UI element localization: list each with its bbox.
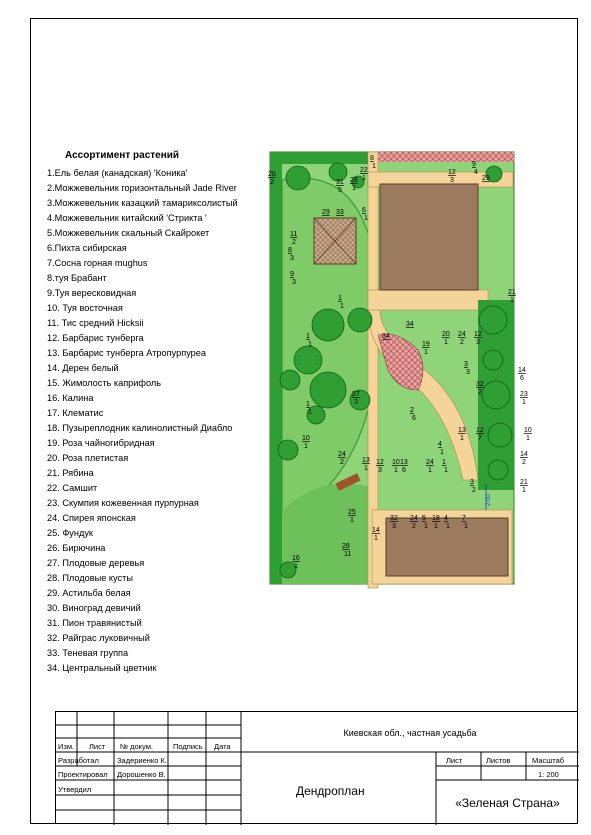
- legend-item: 9.Туя вересковидная: [47, 288, 137, 298]
- plant-count: 2: [472, 487, 476, 494]
- scale-value: 1: 200: [538, 770, 559, 779]
- dendroplan-drawing: [268, 150, 532, 586]
- legend-item: 18. Пузыреплодник калинолистный Диабло: [47, 423, 233, 433]
- plant-number: 19: [422, 341, 430, 348]
- plant-count: 1: [340, 303, 344, 310]
- project-address: Киевская обл., частная усадьба: [343, 728, 477, 738]
- name-developer: Задериенко К.: [117, 756, 167, 765]
- plant-number: 10: [524, 427, 532, 434]
- plant-count: 3: [392, 523, 396, 530]
- main-house: [380, 184, 478, 290]
- plant-count: 1: [446, 523, 450, 530]
- legend-item: 32. Райграс луковичный: [47, 633, 150, 643]
- tree-icon: [310, 372, 346, 408]
- legend-item: 15. Жимолость каприфоль: [47, 378, 162, 388]
- plant-number: 1: [338, 295, 342, 302]
- plant-number: 13: [458, 427, 466, 434]
- legend-list: [47, 166, 277, 676]
- plant-number: 13: [400, 459, 408, 466]
- legend-item: 29. Астильба белая: [47, 588, 131, 598]
- legend-item: 10. Туя восточная: [47, 303, 123, 313]
- plant-number: 10: [302, 435, 310, 442]
- plant-count: 1: [522, 399, 526, 406]
- plant-count: 3: [476, 339, 480, 346]
- tree-icon: [312, 309, 344, 341]
- plant-count: 1: [440, 449, 444, 456]
- legend-item: 3.Можжевельник казацкий тамариксолистый: [47, 198, 238, 208]
- plant-label: [382, 333, 390, 340]
- plant-count: 2: [292, 239, 296, 246]
- legend-item: 4.Можжевельник китайский 'Стрикта ': [47, 213, 207, 223]
- plant-number: 24: [410, 515, 418, 522]
- plant-count: 1: [434, 523, 438, 530]
- plant-label: [336, 209, 344, 216]
- plant-number: 28: [350, 177, 358, 184]
- legend-item: 31. Пион травянистый: [47, 618, 142, 628]
- plant-number: 12: [448, 169, 456, 176]
- legend-item: 14. Дерен белый: [47, 363, 119, 373]
- plant-number: 22: [360, 167, 368, 174]
- legend-title: Ассортимент растений: [65, 150, 180, 161]
- plant-count: 1: [464, 523, 468, 530]
- legend-item: 11. Тис средний Hicksii: [47, 318, 144, 328]
- plant-label: [482, 175, 490, 182]
- plant-number: 24: [426, 459, 434, 466]
- plant-number: 26: [268, 171, 276, 178]
- legend-item: 27. Плодовые деревья: [47, 558, 145, 568]
- legend-item: 21. Рябина: [47, 468, 94, 478]
- plant-count: 7: [478, 435, 482, 442]
- plant-count: 1: [424, 349, 428, 356]
- plant-number: 9: [472, 161, 476, 168]
- plant-number: 12: [476, 427, 484, 434]
- plant-number: 20: [442, 331, 450, 338]
- plant-count: 5: [338, 187, 342, 194]
- plant-count: 11: [344, 551, 352, 558]
- plant-count: 2: [340, 459, 344, 466]
- plant-number: 18: [432, 515, 440, 522]
- plant-count: 3: [378, 467, 382, 474]
- tree-icon: [280, 370, 300, 390]
- top-brick-border: [370, 152, 514, 162]
- role-developer: Разработал: [58, 756, 99, 765]
- tree-icon: [482, 381, 510, 409]
- plant-number: 31: [336, 179, 344, 186]
- plant-count: 2: [522, 459, 526, 466]
- plant-legend: [47, 150, 277, 676]
- plant-count: 6: [520, 375, 524, 382]
- plant-number: 32: [390, 515, 398, 522]
- sheet-lists: Листов: [486, 756, 511, 765]
- plant-count: 1: [374, 535, 378, 542]
- legend-item: 24. Спирея японская: [47, 513, 136, 523]
- tree-icon: [286, 166, 310, 190]
- plant-number: 33: [336, 209, 344, 216]
- plant-number: 23: [520, 391, 528, 398]
- name-designer: Дорошенко В.: [117, 770, 166, 779]
- plant-number: 21: [520, 479, 528, 486]
- legend-item: 20. Роза плетистая: [47, 453, 129, 463]
- plant-number: 21: [508, 289, 516, 296]
- top-hedge: [270, 152, 370, 164]
- plant-count: 2: [460, 339, 464, 346]
- legend-item: 5.Можжевельник скальный Скайрокет: [47, 228, 210, 238]
- plant-number: 27: [352, 391, 360, 398]
- plant-number: 14: [372, 527, 380, 534]
- plant-count: 1: [522, 487, 526, 494]
- path-band: [368, 290, 488, 310]
- plant-number: 4: [444, 515, 448, 522]
- plant-count: 3: [292, 279, 296, 286]
- plant-count: 1: [308, 409, 312, 416]
- legend-item: 33. Теневая группа: [47, 648, 129, 658]
- plant-number: 34: [406, 321, 414, 328]
- plant-number: 11: [290, 231, 298, 238]
- legend-item: 23. Скумпия кожевенная пурпурная: [47, 498, 199, 508]
- plant-count: 1: [372, 163, 376, 170]
- plant-number: 1: [442, 459, 446, 466]
- plant-number: 12: [376, 459, 384, 466]
- plant-number: 24: [338, 451, 346, 458]
- plant-count: 1: [428, 467, 432, 474]
- sheet-list: Лист: [446, 756, 463, 765]
- left-hedge: [270, 152, 282, 584]
- plant-number: 3: [464, 361, 468, 368]
- plant-number: 29: [482, 175, 490, 182]
- plant-label: [322, 209, 330, 216]
- plant-count: 1: [444, 339, 448, 346]
- plant-number: 9: [290, 271, 294, 278]
- tree-icon: [294, 346, 322, 374]
- legend-item: 2.Можжевельник горизонтальный Jade River: [47, 183, 237, 193]
- legend-item: 25. Фундук: [47, 528, 93, 538]
- plant-number: 1: [306, 401, 310, 408]
- legend-item: 17. Клематис: [47, 408, 104, 418]
- legend-item: 13. Барбарис тунберга Атропурпуреа: [47, 348, 207, 358]
- plant-number: 16: [292, 555, 300, 562]
- plant-number: 12: [474, 331, 482, 338]
- plant-number: 1: [306, 333, 310, 340]
- tree-icon: [488, 460, 508, 480]
- plant-count: 1: [352, 185, 356, 192]
- company-name: «Зеленая Страна»: [455, 796, 560, 810]
- plant-label: [508, 289, 516, 304]
- plant-number: 32: [476, 381, 484, 388]
- plant-count: 2: [478, 389, 482, 396]
- plant-count: 1: [364, 465, 368, 472]
- legend-item: 19. Роза чайногибридная: [47, 438, 155, 448]
- col-date: Дата: [214, 742, 231, 751]
- plant-number: 8: [370, 155, 374, 162]
- plant-count: 3: [290, 255, 294, 262]
- plant-count: 3: [354, 399, 358, 406]
- plant-count: 1: [350, 517, 354, 524]
- tree-icon: [483, 350, 503, 370]
- plant-count: 2: [270, 179, 274, 186]
- plant-count: 1: [308, 341, 312, 348]
- plant-count: 4: [474, 169, 478, 176]
- plant-count: 1: [510, 297, 514, 304]
- plant-count: 1: [424, 523, 428, 530]
- legend-item: 7.Сосна горная mughus: [47, 258, 148, 268]
- legend-item: 34. Центральный цветник: [47, 663, 157, 673]
- plant-count: 1: [362, 175, 366, 182]
- legend-item: 16. Калина: [47, 393, 94, 403]
- sheet-scale: Масштаб: [532, 756, 565, 765]
- col-doc: № докум.: [120, 742, 153, 751]
- tree-icon: [278, 440, 298, 460]
- plant-count: 1: [294, 563, 298, 570]
- plant-number: 25: [348, 509, 356, 516]
- plant-number: 14: [518, 367, 526, 374]
- plant-number: 5: [422, 515, 426, 522]
- legend-item: 1.Ель белая (канадская) 'Коника': [47, 168, 188, 178]
- plant-number: 24: [458, 331, 466, 338]
- plant-number: 29: [322, 209, 330, 216]
- title-block: [55, 711, 578, 824]
- plant-count: 3: [466, 369, 470, 376]
- role-designer: Проектировал: [58, 770, 108, 779]
- plant-count: 6: [402, 467, 406, 474]
- plant-count: 1: [304, 443, 308, 450]
- plant-count: 1: [526, 435, 530, 442]
- plant-count: 3: [450, 177, 454, 184]
- plant-number: 34: [382, 333, 390, 340]
- dimension-label: 2.00: [486, 494, 492, 506]
- plant-number: 8: [288, 247, 292, 254]
- plant-count: 2: [412, 523, 416, 530]
- plant-number: 7: [462, 515, 466, 522]
- legend-item: 30. Виноград девичий: [47, 603, 141, 613]
- legend-item: 12. Барбарис тунберга: [47, 333, 144, 343]
- plant-number: 14: [520, 451, 528, 458]
- plant-number: 3: [470, 479, 474, 486]
- plant-count: 1: [444, 467, 448, 474]
- col-list: Лист: [89, 742, 106, 751]
- legend-item: 6.Пихта сибирская: [47, 243, 127, 253]
- col-izm: Изм.: [58, 742, 75, 751]
- role-approver: Утвердил: [58, 785, 92, 794]
- legend-item: 28. Плодовые кусты: [47, 573, 133, 583]
- legend-item: 22. Самшит: [47, 483, 98, 493]
- legend-item: 26. Бирючина: [47, 543, 106, 553]
- tree-icon: [479, 306, 507, 334]
- tree-icon: [348, 308, 372, 332]
- legend-item: 8.туя Брабант: [47, 273, 107, 283]
- plant-label: [406, 321, 414, 328]
- plant-count: 1: [394, 467, 398, 474]
- plant-number: 4: [438, 441, 442, 448]
- plant-number: 2: [410, 407, 414, 414]
- plant-count: 1: [460, 435, 464, 442]
- plant-number: 6: [362, 207, 366, 214]
- plant-count: 1: [364, 215, 368, 222]
- tree-icon: [488, 423, 512, 447]
- col-sign: Подпись: [173, 742, 203, 751]
- plant-number: 13: [362, 457, 370, 464]
- plant-count: 6: [412, 415, 416, 422]
- plant-number: 28: [342, 543, 350, 550]
- plant-number: 10: [392, 459, 400, 466]
- drawing-title: Дендроплан: [296, 784, 365, 798]
